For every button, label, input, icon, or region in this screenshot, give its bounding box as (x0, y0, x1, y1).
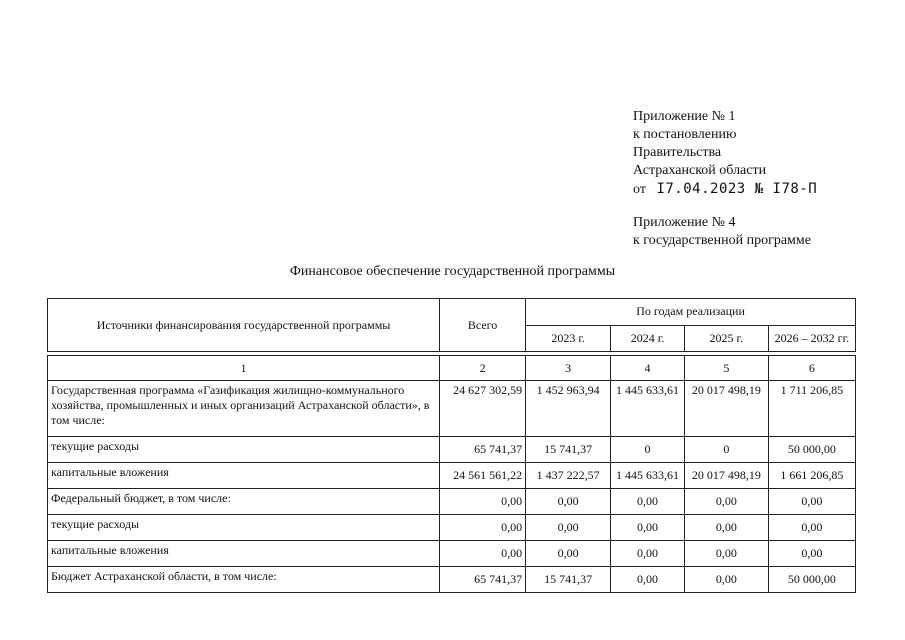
row-value: 65 741,37 (440, 567, 526, 593)
table-row (48, 567, 856, 593)
row-value: 50 000,00 (768, 437, 855, 463)
column-number: 5 (684, 356, 768, 381)
row-value: 0,00 (526, 489, 611, 515)
row-value: 0,00 (768, 541, 855, 567)
table-row (48, 463, 856, 489)
table-header (47, 298, 856, 352)
resolution-date-number: I7.04.2023 № I78-П (656, 181, 818, 197)
row-label: Федеральный бюджет, в том числе: (48, 489, 440, 515)
column-number: 4 (611, 356, 685, 381)
financing-table (47, 355, 856, 593)
row-value: 15 741,37 (526, 437, 611, 463)
appendix-line: Приложение № 4 (633, 215, 736, 230)
table-row (48, 381, 856, 437)
appendix-line: к государственной программе (633, 233, 811, 248)
table-row (48, 437, 856, 463)
header-year: 2024 г. (611, 325, 685, 352)
row-value: 50 000,00 (768, 567, 855, 593)
row-value: 0,00 (684, 541, 768, 567)
resolution-date-line (633, 180, 817, 199)
header-year: 2025 г. (684, 325, 768, 352)
row-value: 0,00 (684, 489, 768, 515)
row-label: текущие расходы (48, 515, 440, 541)
document-title: Финансовое обеспечение государственной программы (289, 264, 616, 279)
row-value: 0,00 (768, 489, 855, 515)
row-value: 0,00 (526, 541, 611, 567)
column-number: 1 (48, 356, 440, 381)
row-value: 1 711 206,85 (768, 381, 855, 437)
row-value: 1 437 222,57 (526, 463, 611, 489)
column-number: 3 (526, 356, 611, 381)
column-number: 6 (768, 356, 855, 381)
table-row (48, 489, 856, 515)
header-source: Источники финансирования государственной программы (48, 299, 440, 352)
row-value: 20 017 498,19 (684, 381, 768, 437)
row-value: 0,00 (440, 515, 526, 541)
row-value: 20 017 498,19 (684, 463, 768, 489)
column-number: 2 (440, 356, 526, 381)
row-label: Государственная программа «Газификация жилищно-коммунального хозяйства, промышленных и иных организаций Астраханской области», в том числе: (48, 381, 440, 437)
row-value: 0,00 (526, 515, 611, 541)
row-value: 24 561 561,22 (440, 463, 526, 489)
row-label: Бюджет Астраханской области, в том числе: (48, 567, 440, 593)
appendix-line: Астраханской области (633, 163, 767, 178)
date-prefix: от (633, 182, 646, 197)
row-value: 0,00 (440, 489, 526, 515)
row-value: 0 (684, 437, 768, 463)
row-value: 1 661 206,85 (768, 463, 855, 489)
row-value: 1 445 633,61 (611, 463, 685, 489)
row-value: 1 452 963,94 (526, 381, 611, 437)
row-label: капитальные вложения (48, 463, 440, 489)
row-value: 0,00 (611, 489, 685, 515)
table-row (48, 541, 856, 567)
header-by-years: По годам реализации (526, 299, 856, 326)
row-label: текущие расходы (48, 437, 440, 463)
appendix-line: к постановлению (633, 127, 737, 142)
appendix-line: Приложение № 1 (633, 109, 736, 124)
row-label: капитальные вложения (48, 541, 440, 567)
row-value: 24 627 302,59 (440, 381, 526, 437)
column-numbers-row (48, 356, 856, 381)
row-value: 1 445 633,61 (611, 381, 685, 437)
appendix-line: Правительства (633, 145, 722, 160)
header-year: 2023 г. (526, 325, 611, 352)
table-row (48, 515, 856, 541)
row-value: 0,00 (611, 515, 685, 541)
header-total: Всего (440, 299, 526, 352)
appendix-block (633, 108, 817, 250)
row-value: 0,00 (611, 567, 685, 593)
row-value: 0,00 (611, 541, 685, 567)
row-value: 0,00 (684, 567, 768, 593)
row-value: 0,00 (768, 515, 855, 541)
row-value: 0 (611, 437, 685, 463)
row-value: 15 741,37 (526, 567, 611, 593)
row-value: 0,00 (684, 515, 768, 541)
row-value: 0,00 (440, 541, 526, 567)
row-value: 65 741,37 (440, 437, 526, 463)
header-year: 2026 – 2032 гг. (768, 325, 855, 352)
